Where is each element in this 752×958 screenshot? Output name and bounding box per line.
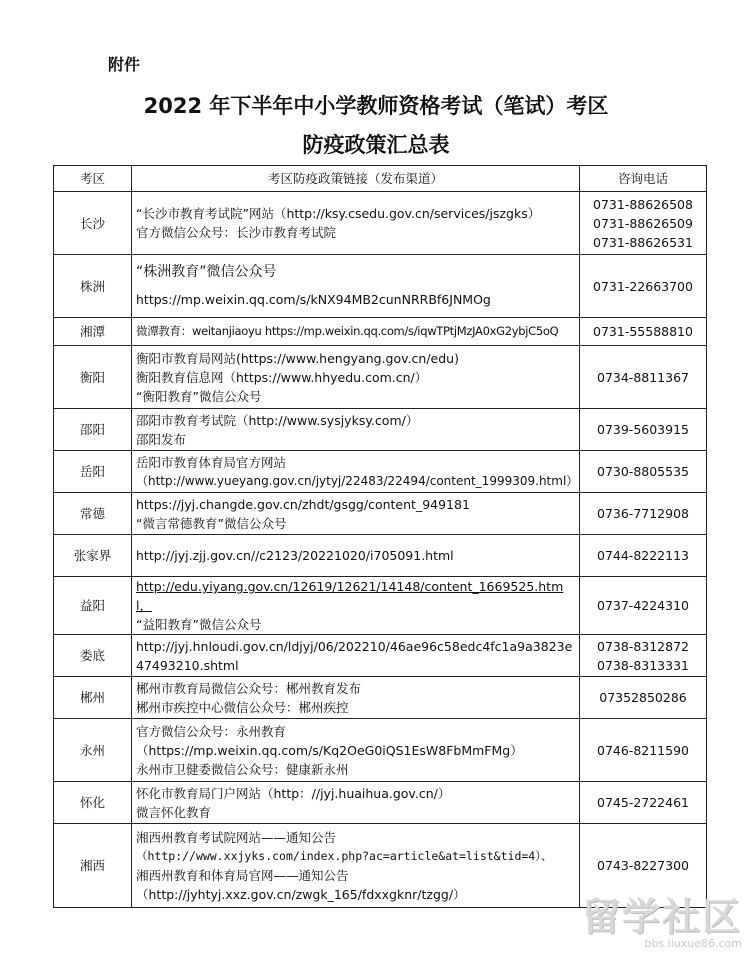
policy-channel-text: 郴州市疾控中心微信公众号：郴州疾控 (136, 699, 349, 715)
policy-links-cell (132, 677, 580, 719)
policy-link[interactable]: 衡阳教育信息网（https://www.hhyedu.com.cn/） (136, 369, 428, 385)
table-row (54, 535, 707, 577)
region-cell: 益阳 (54, 577, 132, 635)
region-cell: 岳阳 (54, 451, 132, 493)
table-row (54, 192, 707, 255)
phone-cell (580, 577, 707, 635)
table-row (54, 409, 707, 451)
phone-cell (580, 451, 707, 493)
table-row (54, 318, 707, 346)
watermark-logo-text: 留学社区 (581, 895, 742, 939)
region-cell: 株洲 (54, 255, 132, 318)
phone-number: 0745-2722461 (597, 795, 689, 810)
policy-links-cell (132, 192, 580, 255)
table-row (54, 635, 707, 677)
phone-cell (580, 318, 707, 346)
phone-number: 0739-5603915 (597, 422, 689, 437)
policy-channel-text: 微言怀化教育 (136, 804, 212, 820)
watermark (582, 897, 742, 950)
phone-cell (580, 346, 707, 409)
region-cell: 衡阳 (54, 346, 132, 409)
policy-channel-text: 邵阳发布 (136, 431, 187, 447)
policy-channel-text: 湘西州教育考试院网站——通知公告 (136, 829, 337, 845)
phone-number: 0731-88626531 (593, 234, 693, 250)
region-cell: 湘西 (54, 824, 132, 908)
policy-channel-text: 官方微信公众号：永州教育 (136, 723, 287, 739)
phone-number: 0743-8227300 (597, 858, 689, 873)
attachment-label: 附件 (108, 55, 141, 74)
phone-cell (580, 719, 707, 782)
region-cell: 长沙 (54, 192, 132, 255)
table-row (54, 255, 707, 318)
policy-links-cell (132, 782, 580, 824)
policy-link[interactable]: http://edu.yiyang.gov.cn/12619/12621/14148/content_1669525.html， (136, 579, 564, 613)
policy-channel-text: 岳阳市教育体育局官方网站 (136, 454, 287, 470)
policy-channel-text: “衡阳教育”微信公众号 (136, 388, 262, 404)
policy-link[interactable]: http://jyj.zjj.gov.cn//c2123/20221020/i705091.html (136, 548, 454, 563)
region-cell: 郴州 (54, 677, 132, 719)
policy-links-cell (132, 824, 580, 908)
phone-number: 0738-8313331 (597, 657, 689, 673)
table-header-row (54, 166, 707, 192)
policy-link[interactable]: （http://jyhtyj.xxz.gov.cn/zwgk_165/fdxxgknr/tzgg/） (136, 886, 466, 902)
phone-number: 0737-4224310 (597, 598, 689, 613)
phone-cell (580, 635, 707, 677)
policy-channel-text: 湘西州教育和体育局官网——通知公告 (136, 867, 349, 883)
document-title: 2022 年下半年中小学教师资格考试（笔试）考区 (143, 94, 609, 118)
region-cell: 邵阳 (54, 409, 132, 451)
policy-links-cell (132, 493, 580, 535)
table-row (54, 451, 707, 493)
policy-links-cell (132, 346, 580, 409)
table-row (54, 577, 707, 635)
policy-channel-text: 永州市卫健委微信公众号：健康新永州 (136, 761, 349, 777)
policy-channel-text: “益阳教育”微信公众号 (136, 617, 262, 632)
policy-link[interactable]: （https://mp.weixin.qq.com/s/Kq2OeG0iQS1EsW8FbMmFMg） (136, 742, 523, 758)
policy-links-cell (132, 635, 580, 677)
column-header-links: 考区防疫政策链接（发布渠道） (132, 166, 580, 192)
phone-number: 07352850286 (599, 690, 687, 705)
table-row (54, 346, 707, 409)
document-subtitle: 防疫政策汇总表 (302, 133, 450, 157)
policy-channel-text: 郴州市教育局微信公众号：郴州教育发布 (136, 680, 362, 696)
column-header-phone: 咨询电话 (580, 166, 707, 192)
policy-table (53, 165, 707, 908)
phone-cell (580, 535, 707, 577)
policy-link[interactable]: 怀化市教育局门户网站（http：//jyj.huaihua.gov.cn/） (136, 785, 451, 801)
policy-link[interactable]: （http://www.yueyang.gov.cn/jytyj/22483/22494/content_1999309.html） (136, 473, 579, 488)
policy-channel-text: “株洲教育”微信公众号 (136, 264, 277, 280)
policy-links-cell (132, 535, 580, 577)
phone-number: 0734-8811367 (597, 369, 689, 385)
policy-links-cell (132, 451, 580, 493)
policy-link[interactable]: “长沙市教育考试院”网站（http://ksy.csedu.gov.cn/services/jszgks） (136, 206, 541, 221)
policy-links-cell (132, 577, 580, 635)
phone-number: 0738-8312872 (597, 638, 689, 654)
phone-cell (580, 409, 707, 451)
phone-number: 0746-8211590 (597, 742, 689, 758)
policy-channel-text: 官方微信公众号：长沙市教育考试院 (136, 225, 337, 240)
watermark-url: bbs.liuxue86.com (644, 937, 742, 950)
region-cell: 湘潭 (54, 318, 132, 346)
region-cell: 娄底 (54, 635, 132, 677)
region-cell: 张家界 (54, 535, 132, 577)
policy-links-cell (132, 719, 580, 782)
column-header-region: 考区 (54, 166, 132, 192)
policy-link[interactable]: 微潭教育：weitanjiaoyu https://mp.weixin.qq.com/s/iqwTPtjMzJA0xG2ybjC5oQ (136, 324, 559, 338)
phone-number: 0730-8805535 (597, 464, 689, 479)
phone-number: 0731-22663700 (593, 278, 693, 294)
phone-cell (580, 782, 707, 824)
policy-links-cell (132, 318, 580, 346)
table-row (54, 782, 707, 824)
phone-number: 0744-8222113 (597, 548, 689, 563)
region-cell: 怀化 (54, 782, 132, 824)
policy-channel-text: “微言常德教育”微信公众号 (136, 515, 287, 531)
region-cell: 常德 (54, 493, 132, 535)
table-row (54, 493, 707, 535)
table-row (54, 677, 707, 719)
phone-number: 0736-7712908 (597, 506, 689, 521)
table-row (54, 719, 707, 782)
policy-link[interactable]: https://mp.weixin.qq.com/s/kNX94MB2cunNRRBf6JNMOg (136, 292, 491, 307)
phone-cell (580, 677, 707, 719)
policy-link[interactable]: （http://www.xxjyks.com/index.php?ac=article&at=list&tid=4）、 (136, 848, 553, 863)
phone-number: 0731-55588810 (593, 324, 693, 339)
phone-cell (580, 493, 707, 535)
policy-link[interactable]: http://jyj.hnloudi.gov.cn/ldjyj/06/202210/46ae96c58edc4fc1a9a3823e47493210.shtml (136, 638, 573, 673)
phone-cell (580, 192, 707, 255)
region-cell: 永州 (54, 719, 132, 782)
policy-link[interactable]: 衡阳市教育局网站(https://www.hengyang.gov.cn/edu) (136, 350, 459, 366)
policy-link[interactable]: https://jyj.changde.gov.cn/zhdt/gsgg/content_949181 (136, 496, 470, 512)
phone-number: 0731-88626509 (593, 215, 693, 231)
phone-number: 0731-88626508 (593, 196, 693, 212)
policy-link[interactable]: 邵阳市教育考试院（http://www.sysjyksy.com/） (136, 412, 419, 428)
policy-links-cell (132, 255, 580, 318)
phone-cell (580, 255, 707, 318)
policy-links-cell (132, 409, 580, 451)
